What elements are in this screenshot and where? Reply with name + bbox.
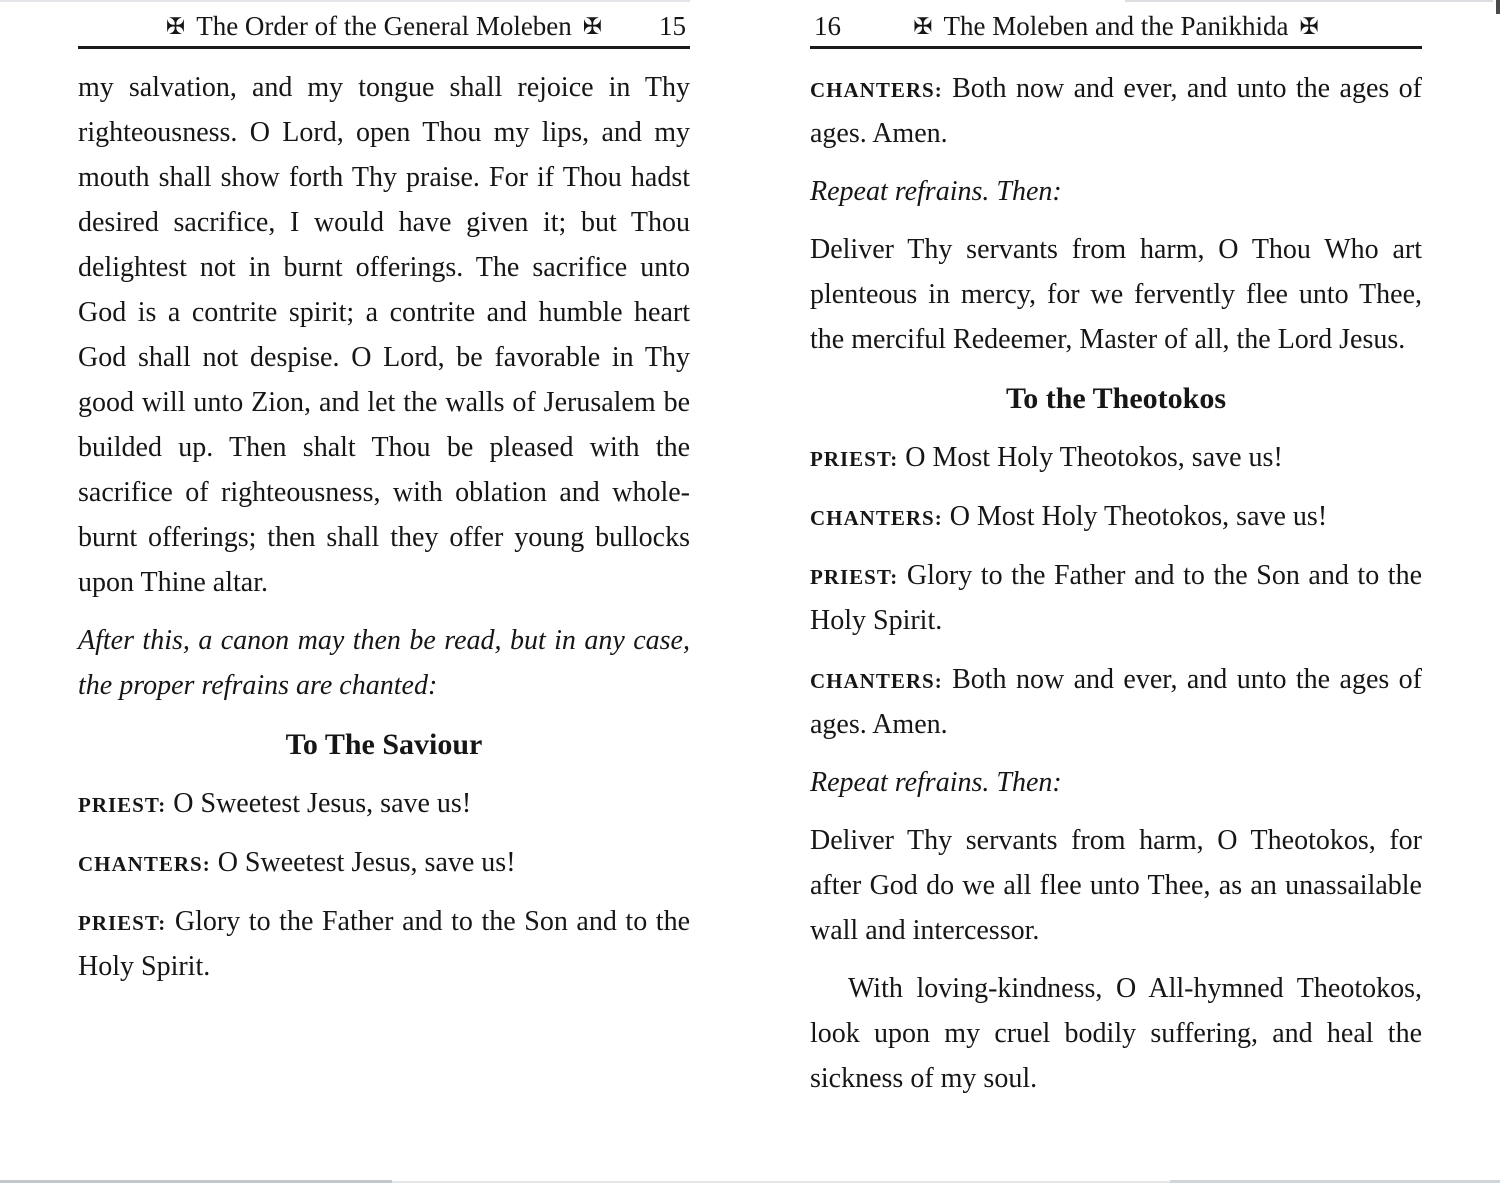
speaker-label: CHANTERS: <box>810 71 943 104</box>
running-title: The Order of the General Moleben <box>196 11 572 41</box>
cross-icon: ✠ <box>913 14 933 39</box>
rubric: After this, a canon may then be read, but in any case, the proper refrains are chanted: <box>78 625 690 701</box>
page-right <box>810 0 1422 1114</box>
versicle <box>810 656 1422 747</box>
speaker-label: CHANTERS: <box>810 499 943 532</box>
versicle-text: O Sweetest Jesus, save us! <box>173 788 472 819</box>
speaker-label: PRIEST: <box>810 558 899 591</box>
cross-icon: ✠ <box>1299 14 1319 39</box>
body-paragraph: my salvation, and my tongue shall rejoice in Thy righteousness. O Lord, open Thou my lips, and my mouth shall show forth Thy praise. For if Thou hadst desired sacrifice, I would have given it; but Thou delightest not in burnt offerings. The sacrifice unto God is a contrite spirit; a contrite and humble heart God shall not despise. O Lord, be favorable in Thy good will unto Zion, and let the walls of Jerusalem be builded up. Then shalt Thou be pleased with the sacrifice of righteousness, with oblation and whole-burnt offerings; then shall they offer young bullocks upon Thine altar. <box>78 72 690 598</box>
running-header-right <box>810 0 1422 49</box>
running-title: The Moleben and the Panikhida <box>943 11 1289 41</box>
versicle-text: Glory to the Father and to the Son and to the Holy Spirit. <box>78 906 690 982</box>
page-body-right <box>810 65 1422 1101</box>
speaker-label: PRIEST: <box>810 440 899 473</box>
versicle <box>810 65 1422 156</box>
versicle-text: Glory to the Father and to the Son and to the Holy Spirit. <box>810 560 1422 636</box>
versicle <box>78 780 690 826</box>
versicle <box>810 434 1422 480</box>
versicle-text: O Most Holy Theotokos, save us! <box>949 501 1328 532</box>
rubric: Repeat refrains. Then: <box>810 767 1062 798</box>
running-header-left <box>78 0 690 49</box>
versicle-text: Both now and ever, and unto the ages of ages. Amen. <box>810 73 1422 149</box>
scan-edge-artifact <box>1496 0 1500 14</box>
versicle <box>810 493 1422 539</box>
cross-icon: ✠ <box>582 14 603 39</box>
versicle-text: O Sweetest Jesus, save us! <box>217 847 516 878</box>
page-number: 15 <box>659 11 686 41</box>
page-body-left <box>78 65 690 989</box>
section-heading: To The Saviour <box>285 728 483 761</box>
speaker-label: CHANTERS: <box>810 662 943 695</box>
versicle <box>78 898 690 989</box>
speaker-label: PRIEST: <box>78 786 167 819</box>
speaker-label: CHANTERS: <box>78 845 211 878</box>
cross-icon: ✠ <box>165 14 186 39</box>
versicle <box>78 839 690 885</box>
body-paragraph: Deliver Thy servants from harm, O Thou Who art plenteous in mercy, for we fervently flee unto Thee, the merciful Redeemer, Master of all, the Lord Jesus. <box>810 234 1422 355</box>
versicle-text: Both now and ever, and unto the ages of ages. Amen. <box>810 664 1422 740</box>
body-paragraph: Deliver Thy servants from harm, O Theotokos, for after God do we all flee unto Thee, as an unassailable wall and intercessor. <box>810 825 1422 946</box>
page-left <box>78 0 690 1002</box>
page-number: 16 <box>814 11 841 41</box>
body-paragraph: With loving-kindness, O All-hymned Theotokos, look upon my cruel bodily suffering, and heal the sickness of my soul. <box>810 973 1422 1094</box>
speaker-label: PRIEST: <box>78 904 167 937</box>
versicle <box>810 552 1422 643</box>
versicle-text: O Most Holy Theotokos, save us! <box>905 442 1283 473</box>
section-heading: To the Theotokos <box>1005 382 1227 415</box>
rubric: Repeat refrains. Then: <box>810 176 1062 207</box>
